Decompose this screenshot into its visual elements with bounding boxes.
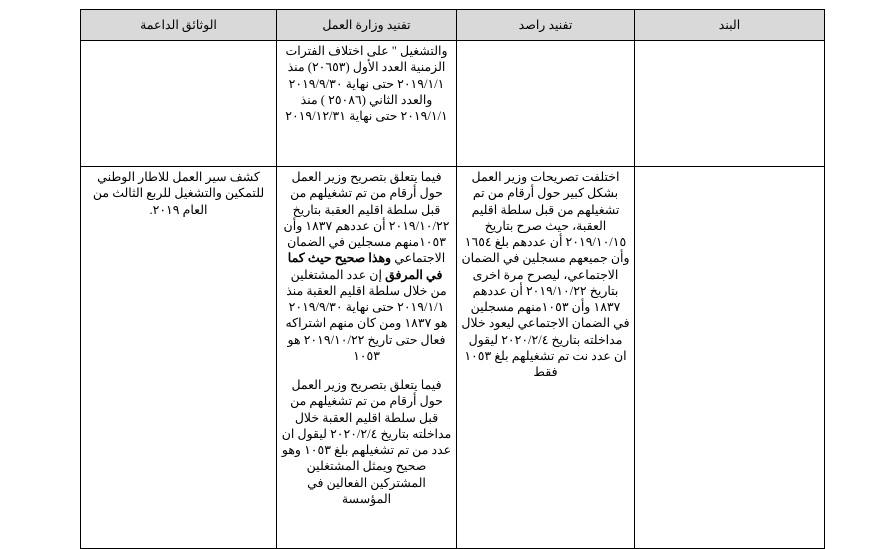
cell-docs: [81, 41, 277, 167]
table-row: [81, 41, 825, 167]
cell-rased: [457, 167, 635, 549]
cell-band: [635, 167, 825, 549]
docs-paragraph: كشف سير العمل للاطار الوطني للتمكين والتشغيل للربع الثالث من العام ٢٠١٩.: [92, 170, 265, 217]
ministry-paragraph: فيما يتعلق بتصريح وزير العمل حول أرقام من تم تشغيلهم من قبل سلطة اقليم العقبة بتاريخ ٢٠١٩/١٠/٢٢ أن عددهم ١٨٣٧ وأن ١٠٥٣منهم مسجلين في الضمان الاجتماعي وهذا صحيح حيث كما في المرفق إن عدد المشتغلين من خلال سلطة اقليم العقبة منذ ٢٠١٩/١/١ حتى نهاية ٢٠١٩/٩/٣٠ هو ١٨٣٧ ومن كان منهم اشتراكه فعال حتى تاريخ ٢٠١٩/١٠/٢٢ هو ١٠٥٣: [283, 170, 450, 363]
cell-ministry: [277, 167, 457, 549]
table-header-row: [81, 10, 825, 41]
comparison-table: [80, 9, 825, 549]
cell-docs: [81, 167, 277, 549]
column-header-band: البند: [635, 10, 825, 41]
column-header-docs: الوثائق الداعمة: [81, 10, 277, 41]
ministry-paragraph: والتشغيل " على اختلاف الفترات الزمنية العدد الأول (٢٠٦٥٣) منذ ٢٠١٩/١/١ حتى نهاية ٢٠١٩/٩/٣٠ والعدد الثاني (٢٥٠٨٦ ) منذ ٢٠١٩/١/١ حتى نهاية ٢٠١٩/١٢/٣١: [285, 44, 448, 123]
rased-paragraph: اختلفت تصريحات وزير العمل بشكل كبير حول أرقام من تم تشغيلهم من قبل سلطة اقليم العقبة، حيث صرح بتاريخ ٢٠١٩/١٠/١٥ أن عددهم بلغ ١٦٥٤ وأن جميعهم مسجلين في الضمان الاجتماعي، ليصرح مرة اخرى بتاريخ ٢٠١٩/١٠/٢٢ أن عددهم ١٨٣٧ وأن ١٠٥٣منهم مسجلين في الضمان الاجتماعي ليعود خلال مداخلته بتاريخ ٢٠٢٠/٢/٤ ليقول ان عدد نت تم تشغيلهم بلغ ١٠٥٣ فقط: [461, 170, 630, 379]
cell-rased: [457, 41, 635, 167]
column-header-rased: تفنيد راصد: [457, 10, 635, 41]
table-row: [81, 167, 825, 549]
column-header-ministry: تفنيد وزارة العمل: [277, 10, 457, 41]
cell-ministry: [277, 41, 457, 167]
cell-band: [635, 41, 825, 167]
ministry-paragraph: فيما يتعلق بتصريح وزير العمل حول أرقام من تم تشغيلهم من قبل سلطة اقليم العقبة خلال مداخلته بتاريخ ٢٠٢٠/٢/٤ ليقول ان عدد من تم تشغيلهم بلغ ١٠٥٣ وهو صحيح ويمثل المشتغلين المشتركين الفعالين في المؤسسة: [281, 378, 452, 506]
